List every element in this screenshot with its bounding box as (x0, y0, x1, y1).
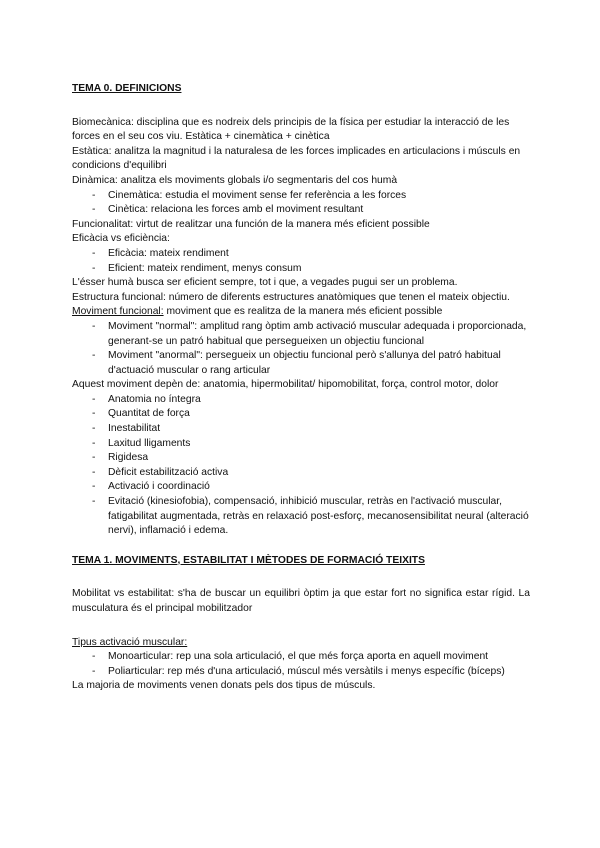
document-page (72, 82, 530, 694)
list-item: - Activació i coordinació (72, 480, 530, 495)
list-item: - Moviment "anormal": persegueix un objectiu funcional però s'allunya del patró habitual d'actuació muscular o rang articular (72, 349, 530, 378)
estructura-definition: Estructura funcional: número de diferents estructures anatòmiques que tenen el mateix objectiu. (72, 291, 510, 303)
depen-list (72, 393, 530, 539)
majoria-text: La majoria de moviments venen donats pels dos tipus de músculs. (72, 680, 376, 692)
list-item: - Eficàcia: mateix rendiment (72, 247, 530, 262)
moviment-funcional-label: Moviment funcional: (72, 306, 164, 318)
list-item: - Moviment "normal": amplitud rang òptim amb activació muscular adequada i proporcionada, generant-se un patró habitual que persegueixen un objectiu funcional (72, 320, 530, 349)
moviment-list (72, 320, 530, 378)
tipus-list (72, 650, 530, 679)
tipus-activacio-heading: Tipus activació muscular: (72, 636, 188, 648)
estatica-definition: Estàtica: analitza la magnitud i la naturalesa de les forces implicades en articulacions i músculs en condicions d'equilibri (72, 145, 521, 172)
list-item: - Cinètica: relaciona les forces amb el moviment resultant (72, 203, 530, 218)
tema1-heading: TEMA 1. MOVIMENTS, ESTABILITAT I MÈTODES DE FORMACIÓ TEIXITS (72, 554, 425, 566)
eficacia-heading: Eficàcia vs eficiència: (72, 233, 170, 245)
tema0-heading: TEMA 0. DEFINICIONS (72, 83, 182, 94)
esser-huma-text: L'ésser humà busca ser eficient sempre, tot i que, a vegades pugui ser un problema. (72, 277, 458, 289)
list-item: - Poliarticular: rep més d'una articulació, múscul més versàtils i menys específic (bíceps) (72, 665, 530, 680)
biomecanica-definition: Biomecànica: disciplina que es nodreix dels principis de la física per estudiar la interacció de les forces en el seu cos viu. Estàtica + cinemàtica + cinètica (72, 116, 510, 143)
dinamica-list (72, 189, 530, 218)
list-item: - Rigidesa (72, 451, 530, 466)
list-item: - Eficient: mateix rendiment, menys consum (72, 262, 530, 277)
list-item: - Cinemàtica: estudia el moviment sense fer referència a les forces (72, 189, 530, 204)
dinamica-definition: Dinàmica: analitza els moviments globals i/o segmentaris del cos humà (72, 174, 398, 186)
list-item: - Monoarticular: rep una sola articulació, el que més força aporta en aquell moviment (72, 650, 530, 665)
moviment-funcional-definition (72, 305, 530, 320)
list-item: - Laxitud lligaments (72, 437, 530, 452)
eficacia-list (72, 247, 530, 276)
list-item: - Inestabilitat (72, 422, 530, 437)
depen-text: Aquest moviment depèn de: anatomia, hipermobilitat/ hipomobilitat, força, control motor, dolor (72, 379, 499, 391)
list-item: - Evitació (kinesiofobia), compensació, inhibició muscular, retràs en l'activació muscular, fatigabilitat augmentada, retràs en relaxació post-esforç, mecanosensibilitat neural (alteració nervi), inflamació i edema. (72, 495, 530, 539)
list-item: - Dèficit estabilització activa (72, 466, 530, 481)
funcionalitat-definition: Funcionalitat: virtut de realitzar una función de la manera més eficient possible (72, 218, 430, 230)
list-item: - Quantitat de força (72, 407, 530, 422)
moviment-funcional-text: moviment que es realitza de la manera més eficient possible (163, 306, 443, 318)
mobilitat-text: Mobilitat vs estabilitat: s'ha de buscar un equilibri òptim ja que estar fort no significa estar rígid. La musculatura és el principal mobilitzador (72, 588, 530, 614)
list-item: - Anatomia no íntegra (72, 393, 530, 408)
